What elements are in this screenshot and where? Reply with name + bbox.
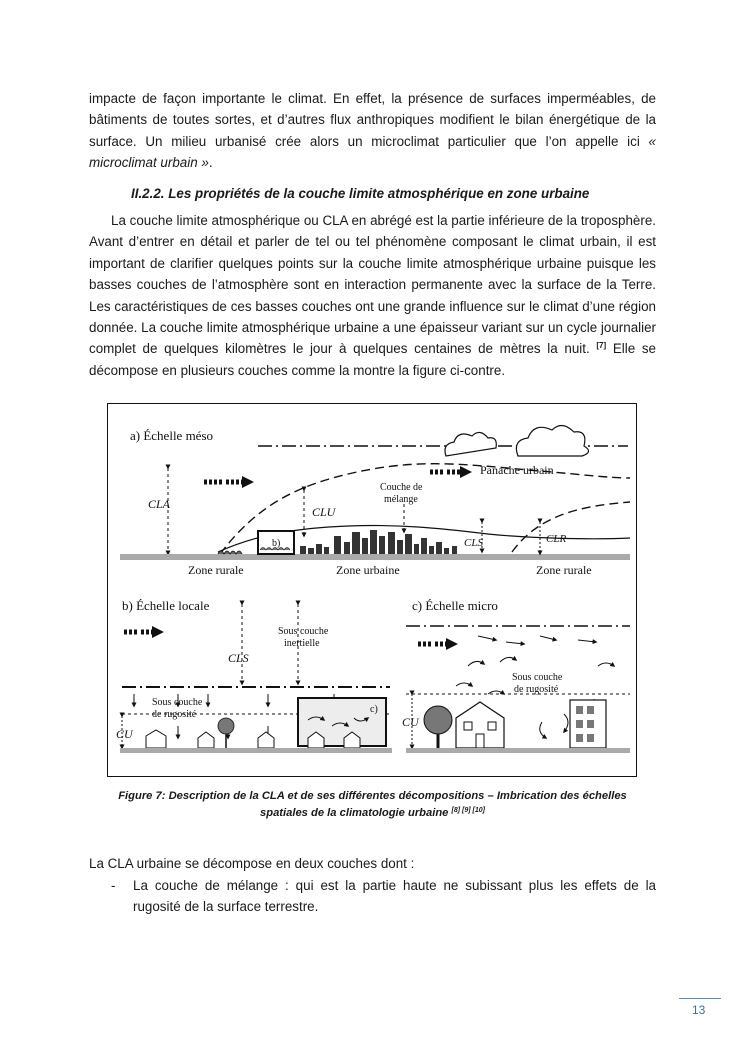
list-bullet: -: [111, 878, 116, 893]
page-number-rule: [679, 998, 721, 999]
label-rugosite-c-2: de rugosité: [514, 684, 559, 695]
label-cu-c: CU: [402, 715, 419, 729]
wind-arrow-head-icon: [460, 466, 472, 478]
list-item: [111, 875, 656, 918]
ground-strip-a: [120, 554, 630, 560]
list-item-text: La couche de mélange : qui est la partie haute ne subissant plus les effets de la rugosité de la surface terrestre.: [133, 878, 656, 915]
paragraph-cla-end: Elle se décompose en plusieurs couches comme la montre la figure ci-contre.: [89, 341, 656, 378]
wind-arrow-head-icon: [446, 638, 458, 650]
figure-cla-diagram: [107, 403, 637, 777]
wind-arrow-head-icon: [152, 626, 164, 638]
cloud-icon: [445, 432, 496, 456]
figure-caption-refs: [8] [9] [10]: [451, 807, 485, 814]
ground-strip-c: [406, 748, 630, 753]
tree-icon: [218, 718, 234, 734]
clr-boundary-line: [512, 502, 630, 552]
label-clu: CLU: [312, 505, 336, 519]
figure-caption: [100, 788, 645, 822]
paragraph-intro-end: .: [208, 155, 213, 171]
label-rugosite-b-1: Sous couche: [152, 697, 203, 708]
label-rugosite-c-1: Sous couche: [512, 672, 563, 683]
tree-icon: [424, 706, 452, 734]
label-inertielle-2: inertielle: [284, 638, 320, 649]
label-zone-rurale-left: Zone rurale: [188, 563, 244, 577]
reference-7: [7]: [596, 341, 607, 351]
panel-a-title: a) Échelle méso: [130, 428, 214, 443]
city-buildings: [300, 530, 457, 554]
panel-b-title: b) Échelle locale: [122, 598, 210, 613]
paragraph-intro-text: impacte de façon importante le climat. En effet, la présence de surfaces imperméables, de bâtiments de toutes sortes, et d’autres flux anthropiques modifient le bilan énergétique de la surface. Un milieu urbanisé crée alors un microclimat particulier que l’on appelle ici: [89, 91, 656, 149]
label-inertielle-1: Sous couche: [278, 626, 329, 637]
list-intro: La CLA urbaine se décompose en deux couches dont :: [89, 856, 415, 871]
emphasis-microclimat: « microclimat urbain »: [89, 133, 656, 171]
paragraph-cla-text: La couche limite atmosphérique ou CLA en abrégé est la partie inférieure de la troposphère. Avant d’entrer en détail et parler de tel ou tel phénomène composant le climat urbain, il est important de clarifier quelques points sur la couche limite atmosphérique urbaine puisque les basses couches de l’atmosphère sont en interaction permanente avec la surface de la Terre. Les caractéristiques de ces basses couches ont une grande influence sur le climat d’une région donnée. La couche limite atmosphérique urbaine a une épaisseur variant sur un cycle journalier complet de quelques kilomètres le jour à quelques centaines de mètres la nuit.: [89, 213, 656, 357]
wind-arrow-head-icon: [242, 476, 254, 488]
label-inset-b: b): [272, 538, 281, 549]
label-zone-rurale-right: Zone rurale: [536, 563, 592, 577]
ground-strip-b: [120, 748, 392, 753]
label-cu-b: CU: [116, 727, 133, 741]
label-clr: CLR: [546, 533, 567, 545]
label-couche-melange-2: mélange: [384, 494, 418, 505]
label-rugosite-b-2: de rugosité: [152, 709, 197, 720]
label-cla: CLA: [148, 497, 171, 511]
paragraph-cla: [89, 210, 656, 381]
figure-cla-svg: [108, 404, 636, 776]
cloud-icon: [516, 425, 588, 456]
page-number: 13: [692, 1003, 706, 1017]
figure-caption-text: Figure 7: Description de la CLA et de ses différentes décompositions – Imbrication des échelles spatiales de la climatologie urbaine: [118, 790, 627, 819]
rural-vegetation: [218, 551, 242, 554]
label-zone-urbaine: Zone urbaine: [336, 563, 400, 577]
label-panache: Panache urbain: [480, 463, 554, 477]
panel-c-title: c) Échelle micro: [412, 598, 498, 613]
label-inset-c: c): [370, 704, 378, 715]
section-heading: II.2.2. Les propriétés de la couche limite atmosphérique en zone urbaine: [131, 186, 590, 201]
label-cls-b: CLS: [228, 651, 249, 665]
label-cls-a: CLS: [464, 537, 483, 549]
paragraph-intro: [89, 88, 656, 174]
label-couche-melange-1: Couche de: [380, 482, 423, 493]
